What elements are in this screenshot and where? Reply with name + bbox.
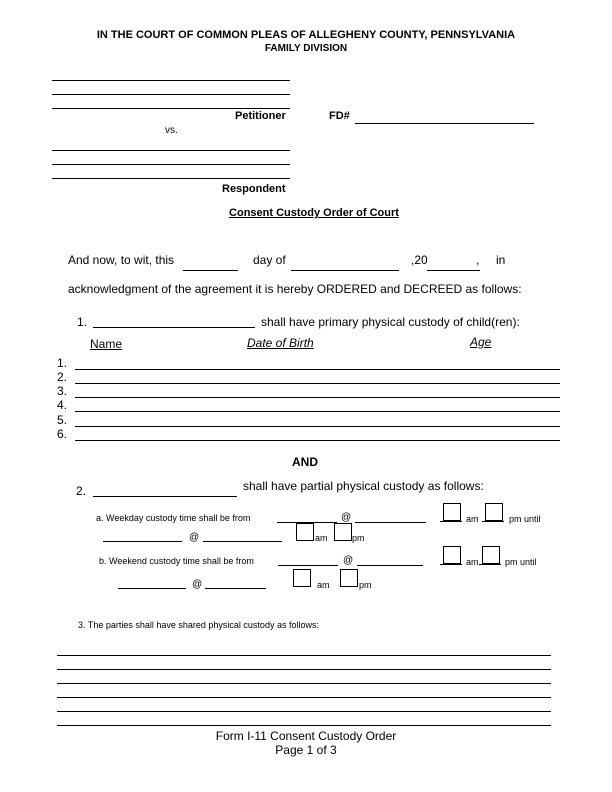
child-row-number: 3. [57, 384, 68, 398]
and-heading: AND [292, 455, 318, 469]
petitioner-line-2[interactable] [52, 94, 290, 95]
shared-custody-line[interactable] [57, 669, 551, 670]
weekday-box-underline [440, 521, 462, 522]
primary-custodian-field[interactable] [93, 327, 255, 328]
division-heading: FAMILY DIVISION [264, 43, 348, 54]
intro-comma: , [476, 253, 480, 267]
weekend-start-pm-checkbox[interactable] [482, 546, 500, 564]
weekend-start-am-checkbox[interactable] [443, 546, 461, 564]
column-dob-header: Date of Birth [247, 336, 314, 350]
shared-custody-line[interactable] [57, 683, 551, 684]
footer-form-name: Form I-11 Consent Custody Order [215, 729, 397, 743]
partial-custodian-field[interactable] [93, 496, 237, 497]
weekend-end-day-field[interactable] [118, 588, 186, 589]
weekday-am-2: am [315, 533, 328, 543]
intro-year-prefix: ,20 [411, 253, 428, 267]
petitioner-label: Petitioner [235, 110, 286, 122]
month-field[interactable] [291, 270, 399, 271]
weekend-box-underline [440, 564, 462, 565]
weekday-end-pm-checkbox[interactable] [334, 523, 352, 541]
weekend-end-am-checkbox[interactable] [293, 569, 311, 587]
vs-label: vs. [165, 125, 178, 136]
section-3-text: 3. The parties shall have shared physical custody as follows: [78, 620, 319, 630]
column-age-header: Age [470, 335, 492, 349]
weekend-start-time-field[interactable] [357, 565, 423, 566]
column-name-header: Name [90, 337, 123, 351]
weekend-box-underline [479, 564, 501, 565]
petitioner-line-3[interactable] [52, 108, 290, 109]
weekday-label: a. Weekday custody time shall be from [96, 513, 251, 523]
weekend-am-2: am [317, 580, 330, 590]
respondent-label: Respondent [222, 183, 286, 195]
child-row-line[interactable] [75, 397, 560, 398]
weekday-pm-until: pm until [509, 514, 541, 524]
respondent-line-1[interactable] [52, 150, 290, 151]
weekend-start-day-field[interactable] [278, 565, 338, 566]
year-field[interactable] [427, 270, 480, 271]
weekday-start-time-field[interactable] [355, 522, 426, 523]
weekend-pm-until: pm until [505, 557, 537, 567]
court-heading: IN THE COURT OF COMMON PLEAS OF ALLEGHENY COUNTY, PENNSYLVANIA [96, 29, 516, 41]
child-row-line[interactable] [75, 369, 560, 370]
weekday-at-2: @ [189, 532, 200, 543]
weekday-box-underline [482, 521, 504, 522]
weekday-start-pm-checkbox[interactable] [485, 503, 503, 521]
child-row-number: 4. [57, 398, 68, 412]
section-1-text: shall have primary physical custody of child(ren): [261, 315, 520, 329]
child-row-line[interactable] [75, 411, 560, 412]
weekend-am-1: am [466, 557, 479, 567]
intro-day-of: day of [253, 253, 286, 267]
weekend-at-1: @ [343, 555, 354, 566]
weekday-end-time-field[interactable] [203, 541, 282, 542]
document-title: Consent Custody Order of Court [229, 207, 399, 219]
intro-and-now: And now, to wit, this [68, 253, 175, 267]
weekday-end-day-field[interactable] [103, 541, 182, 542]
weekday-start-am-checkbox[interactable] [443, 503, 461, 521]
weekday-pm-2: pm [352, 533, 365, 543]
child-row-line[interactable] [75, 440, 560, 441]
intro-acknowledgment: acknowledgment of the agreement it is hereby ORDERED and DECREED as follows: [68, 282, 522, 296]
weekend-pm-2: pm [359, 580, 372, 590]
section-1-number: 1. [77, 315, 88, 329]
child-row-line[interactable] [75, 426, 560, 427]
footer-page-number: Page 1 of 3 [275, 743, 337, 757]
shared-custody-line[interactable] [57, 711, 551, 712]
child-row-number: 2. [57, 370, 68, 384]
weekend-at-2: @ [192, 579, 203, 590]
shared-custody-line[interactable] [57, 725, 551, 726]
weekday-at-1: @ [341, 512, 352, 523]
weekend-label: b. Weekend custody time shall be from [99, 556, 254, 566]
section-2-text: shall have partial physical custody as follows: [243, 479, 484, 493]
section-2-number: 2. [76, 484, 87, 498]
child-row-number: 1. [57, 356, 68, 370]
shared-custody-line[interactable] [57, 697, 551, 698]
child-row-number: 6. [57, 427, 68, 441]
weekend-end-time-field[interactable] [205, 588, 266, 589]
weekday-end-am-checkbox[interactable] [296, 523, 314, 541]
fd-label: FD# [329, 110, 350, 122]
respondent-line-2[interactable] [52, 164, 290, 165]
petitioner-line-1[interactable] [52, 80, 290, 81]
day-field[interactable] [183, 270, 238, 271]
shared-custody-line[interactable] [57, 655, 551, 656]
weekend-end-pm-checkbox[interactable] [340, 569, 358, 587]
respondent-line-3[interactable] [52, 178, 290, 179]
fd-number-field[interactable] [355, 123, 534, 124]
weekday-am-1: am [466, 514, 479, 524]
child-row-number: 5. [57, 413, 68, 427]
intro-in: in [496, 253, 506, 267]
child-row-line[interactable] [75, 383, 560, 384]
